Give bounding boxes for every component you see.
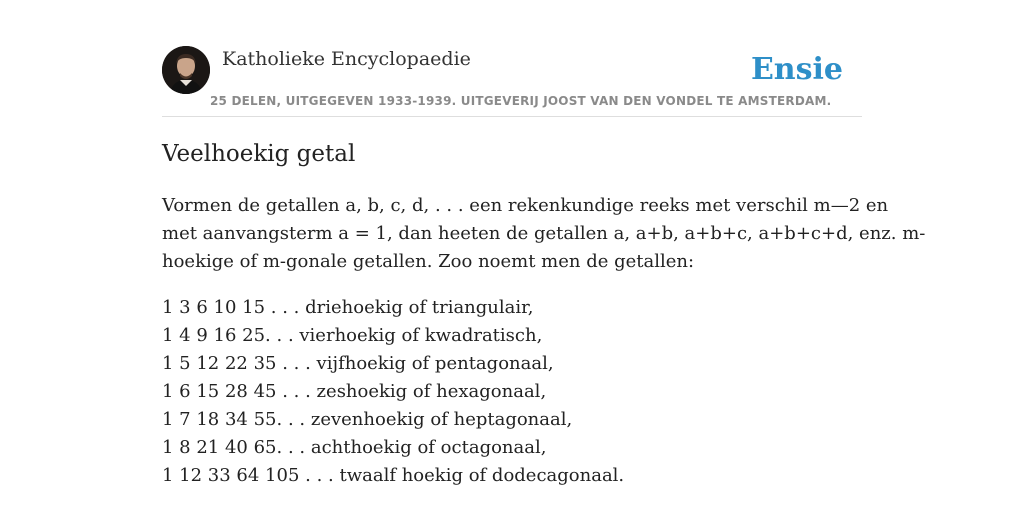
ensie-logo-link[interactable]: Ensie [750,52,843,87]
entry-title: Veelhoekig getal [162,141,356,167]
source-header [162,46,862,117]
portrait-icon [162,46,210,94]
source-subtitle: 25 DELEN, UITGEGEVEN 1933-1939. UITGEVERIJ JOOST VAN DEN VONDEL TE AMSTERDAM. [210,94,832,108]
list-item: 1 3 6 10 15 . . . driehoekig of triangulair, [162,297,534,318]
number-list [162,294,624,490]
source-title[interactable]: Katholieke Encyclopaedie [222,48,471,70]
list-item: 1 8 21 40 65. . . achthoekig of octagonaal, [162,437,547,458]
list-item: 1 6 15 28 45 . . . zeshoekig of hexagonaal, [162,381,547,402]
list-item: 1 12 33 64 105 . . . twaalf hoekig of dodecagonaal. [162,465,625,486]
entry-intro [162,192,926,276]
list-item: 1 4 9 16 25. . . vierhoekig of kwadratisch, [162,325,543,346]
list-item: 1 7 18 34 55. . . zevenhoekig of heptagonaal, [162,409,573,430]
source-avatar[interactable] [162,46,210,94]
intro-line: met aanvangsterm a = 1, dan heeten de getallen a, a+b, a+b+c, a+b+c+d, enz. m- [162,223,926,244]
list-item: 1 5 12 22 35 . . . vijfhoekig of pentagonaal, [162,353,554,374]
intro-line: hoekige of m-gonale getallen. Zoo noemt men de getallen: [162,251,695,272]
intro-line: Vormen de getallen a, b, c, d, . . . een rekenkundige reeks met verschil m—2 en [162,195,889,216]
